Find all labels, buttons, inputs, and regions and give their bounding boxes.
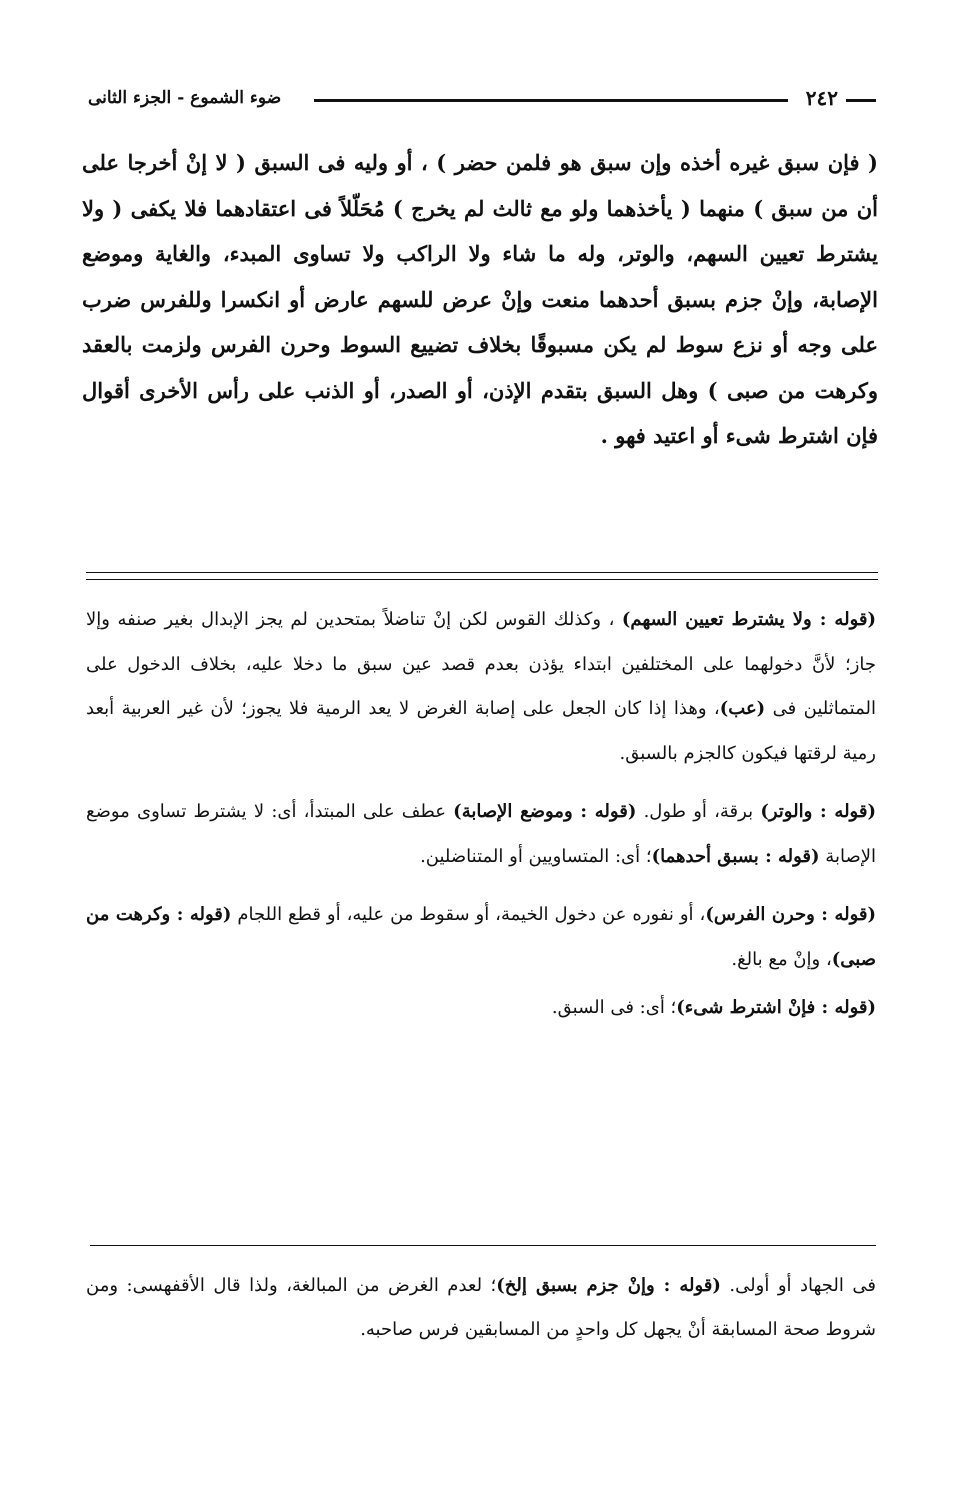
commentary-label: (قوله : وكرهت من صبى) bbox=[86, 904, 876, 970]
commentary-label: (قوله : وحرن الفرس) bbox=[705, 904, 877, 925]
commentary bbox=[86, 598, 876, 1045]
commentary-text: ، وإنْ مع بالغ. bbox=[731, 948, 832, 970]
commentary-text: عطف على المبتدأ، أى: لا يشترط تساوى موضع الإصابة bbox=[86, 801, 876, 867]
commentary-paragraph bbox=[86, 790, 876, 879]
commentary-paragraph bbox=[86, 598, 876, 776]
header-rule-short bbox=[846, 99, 876, 102]
double-separator-rule bbox=[86, 572, 878, 580]
commentary-ref: (عب) bbox=[719, 698, 766, 719]
footnote-paragraph bbox=[86, 1264, 876, 1352]
commentary-text: ، أو نفوره عن دخول الخيمة، أو سقوط من عليه، أو قطع اللجام bbox=[237, 904, 706, 925]
commentary-text: برقة، أو طول. bbox=[643, 801, 754, 822]
commentary-paragraph bbox=[86, 893, 876, 982]
main-paragraph: ( فإن سبق غيره أخذه وإن سبق هو فلمن حضر ) ، أو وليه فى السبق ( لا إنْ أخرجا على أن من سبق ) منهما ( يأخذهما ولو مع ثالث لم يخرج ) مُحَلّلاً فى اعتقادهما فلا يكفى ( ولا يشترط تعيين السهم، والوتر، وله ما شاء ولا الراكب ولا تساوى المبدء، والغاية وموضع الإصابة، وإنْ جزم بسبق أحدهما منعت وإنْ عرض للسهم عارض أو انكسرا وللفرس ضرب على وجه أو نزع سوط لم يكن مسبوقًا بخلاف تضييع السوط وحرن الفرس ولزمت بالعقد وكرهت من صبى ) وهل السبق بتقدم الإذن، أو الصدر، أو الذنب على رأس الأخرى أقوال فإن اشترط شىء أو اعتيد فهو . bbox=[82, 150, 878, 448]
commentary-label: (قوله : بسبق أحدهما) bbox=[651, 845, 820, 867]
footnote-text: ؛ لعدم الغرض من المبالغة، ولذا قال الأقفهسى: ومن شروط صحة المسابقة أنْ يجهل كل واحدٍ من المسابقين فرس صاحبه. bbox=[86, 1275, 876, 1340]
commentary-label: (قوله : فإنْ اشترط شىء) bbox=[676, 997, 876, 1018]
footnote-rule bbox=[90, 1245, 876, 1246]
commentary-label: (قوله : والوتر) bbox=[760, 801, 876, 822]
main-text bbox=[82, 140, 878, 459]
running-header bbox=[88, 86, 876, 116]
footnote-text: فى الجهاد أو أولى. bbox=[729, 1275, 876, 1296]
commentary-text: ؛ أى: المتساويين أو المتناضلين. bbox=[420, 845, 652, 867]
running-title: ضوء الشموع - الجزء الثانى bbox=[88, 88, 282, 108]
footnote bbox=[86, 1264, 876, 1352]
commentary-text: ، وهذا إذا كان الجعل على إصابة الغرض لا يعد الرمية فلا يجوز؛ لأن غير العربية أبعد رمية لرقتها فيكون كالجزم بالسبق. bbox=[86, 698, 876, 764]
footnote-label: (قوله : وإنْ جزم بسبق إلخ) bbox=[496, 1275, 721, 1296]
commentary-label: (قوله : ولا يشترط تعيين السهم) bbox=[621, 609, 876, 630]
commentary-label: (قوله : وموضع الإصابة) bbox=[453, 801, 637, 822]
commentary-text: ، وكذلك القوس لكن إنْ تناضلاً بمتحدين لم يجز الإبدال بغير صنفه وإلا جاز؛ لأنَّ دخولهما على المختلفين ابتداء يؤذن بعدم قصد عين سبق ما دخلا عليه، بخلاف الدخول على المتماثلين فى bbox=[86, 609, 876, 719]
page-number: ٢٤٢ bbox=[805, 86, 838, 110]
commentary-text: ؛ أى: فى السبق. bbox=[551, 997, 677, 1018]
commentary-paragraph bbox=[86, 986, 876, 1031]
header-rule bbox=[314, 99, 788, 102]
